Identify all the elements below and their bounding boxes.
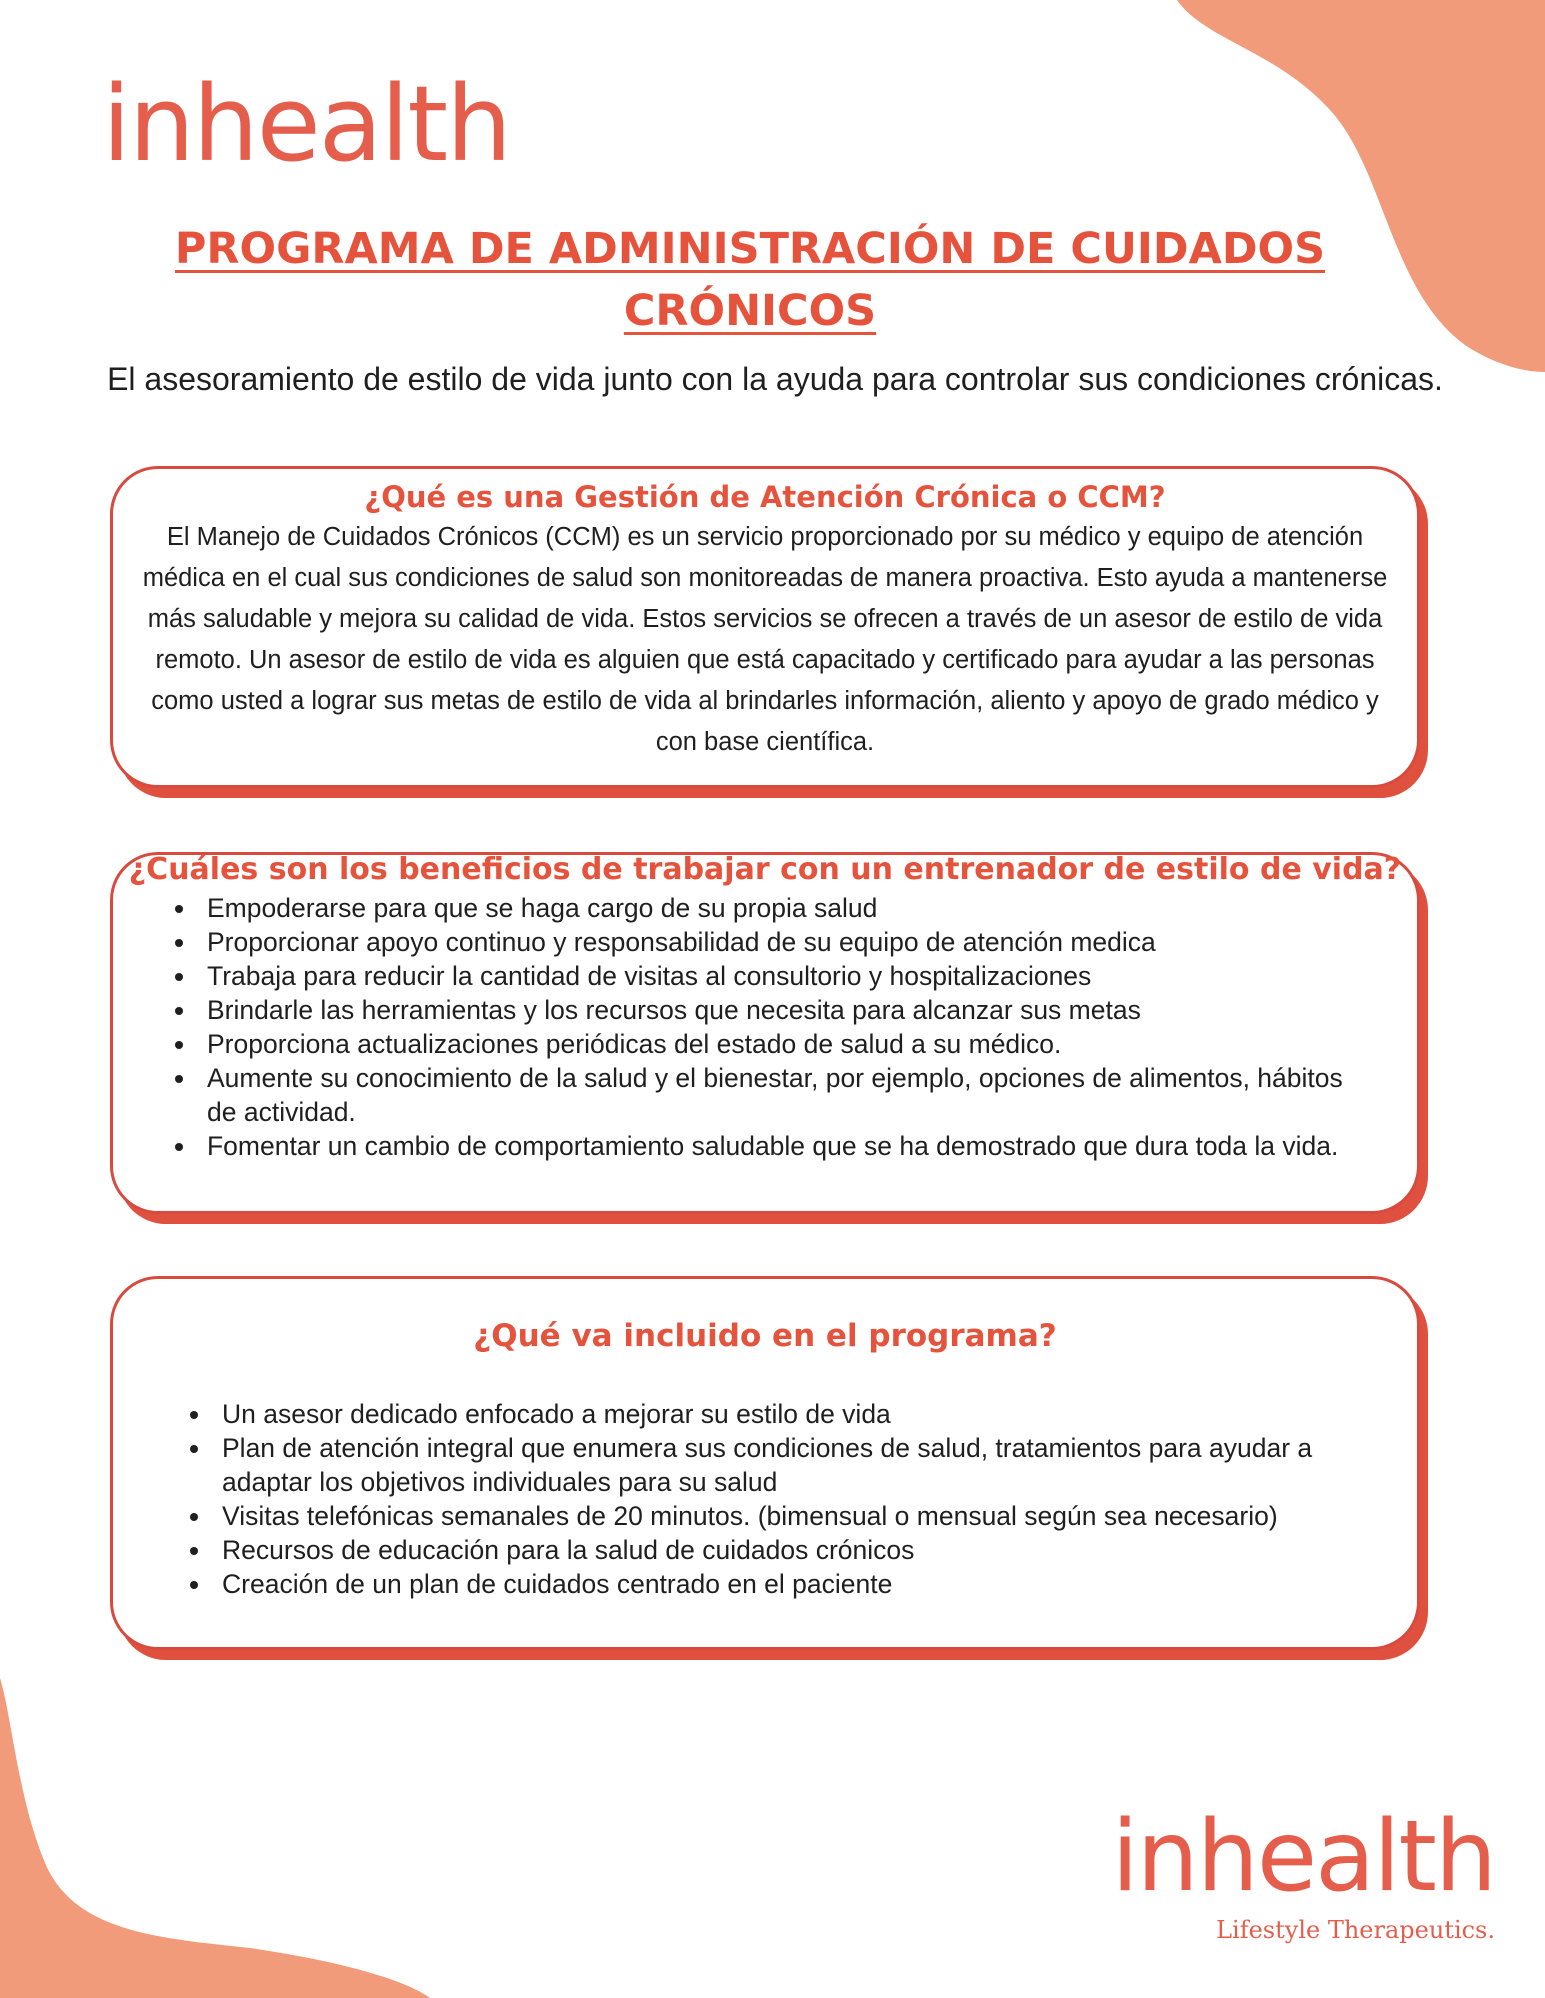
brand-logo-text: inhealth [102,63,511,185]
section-what-is-ccm [110,466,1420,788]
section-body: El Manejo de Cuidados Crónicos (CCM) es un servicio proporcionado por su médico y equipo de atención médica en el cual sus condiciones de salud son monitoreadas de manera proactiva. Esto ayuda a mantenerse más saludable y mejora su calidad de vida. Estos servicios se ofrecen a través de un asesor de estilo de vida remoto. Un asesor de estilo de vida es alguien que está capacitado y certificado para ayudar a las personas como usted a lograr sus metas de estilo de vida al brindarles información, aliento y apoyo de grado médico y con base científica. [142,523,1388,756]
list-item: Trabaja para reducir la cantidad de visitas al consultorio y hospitalizaciones [207,959,1357,993]
page-title [100,218,1400,342]
brand-logo [102,63,511,185]
list-item: Recursos de educación para la salud de cuidados crónicos [222,1533,1357,1567]
includes-list [222,1397,1357,1601]
section-title: ¿Cuáles son los beneficios de trabajar con un entrenador de estilo de vida? [128,852,1402,887]
page-title-text: PROGRAMA DE ADMINISTRACIÓN DE CUIDADOS CRÓNICOS [174,224,1326,336]
decorative-blob-bottom [0,1678,440,1998]
section-title: ¿Qué va incluido en el programa? [473,1318,1057,1354]
list-item: Creación de un plan de cuidados centrado en el paciente [222,1567,1357,1601]
list-item: Brindarle las herramientas y los recursos que necesita para alcanzar sus metas [207,993,1357,1027]
list-item: Visitas telefónicas semanales de 20 minutos. (bimensual o mensual según sea necesario) [222,1499,1357,1533]
list-item: Plan de atención integral que enumera sus condiciones de salud, tratamientos para ayudar a adaptar los objetivos individuales para su salud [222,1431,1357,1499]
list-item: Aumente su conocimiento de la salud y el bienestar, por ejemplo, opciones de alimentos, hábitos de actividad. [207,1061,1357,1129]
footer-tagline: Lifestyle Therapeutics. [1216,1916,1495,1944]
section-program-includes [110,1276,1420,1650]
section-title: ¿Qué es una Gestión de Atención Crónica o CCM? [364,480,1166,514]
footer-brand-logo [1111,1800,1495,1944]
list-item: Proporcionar apoyo continuo y responsabilidad de su equipo de atención medica [207,925,1357,959]
benefits-list [207,891,1357,1163]
page-subtitle: El asesoramiento de estilo de vida junto con la ayuda para controlar sus condiciones crónicas. [107,361,1443,397]
footer-logo-text: inhealth [1111,1800,1495,1914]
list-item: Proporciona actualizaciones periódicas del estado de salud a su médico. [207,1027,1357,1061]
section-benefits [110,852,1420,1214]
list-item: Fomentar un cambio de comportamiento saludable que se ha demostrado que dura toda la vida. [207,1129,1357,1163]
list-item: Empoderarse para que se haga cargo de su propia salud [207,891,1357,925]
list-item: Un asesor dedicado enfocado a mejorar su estilo de vida [222,1397,1357,1431]
